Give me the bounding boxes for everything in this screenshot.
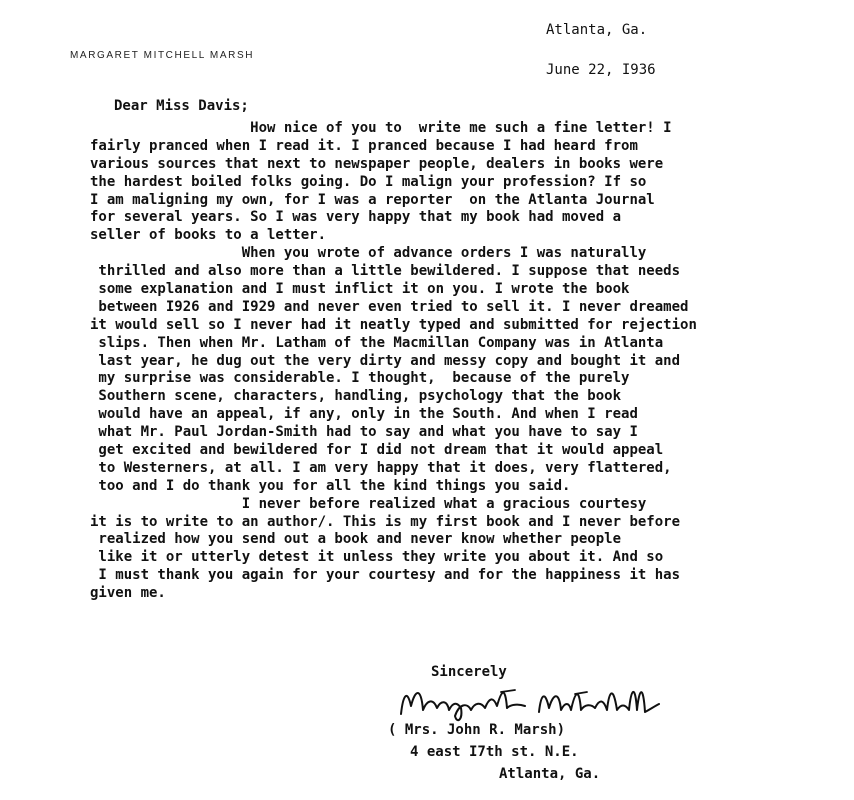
body-line: last year, he dug out the very dirty and messy copy and bought it and bbox=[90, 352, 681, 369]
handwritten-signature bbox=[393, 676, 663, 726]
body-line: various sources that next to newspaper people, dealers in books were bbox=[90, 155, 664, 172]
letter-date: June 22, I936 bbox=[546, 62, 656, 78]
valediction: Sincerely bbox=[431, 664, 507, 680]
body-line: between I926 and I929 and never even tried to sell it. I never dreamed bbox=[90, 298, 689, 315]
body-line: When you wrote of advance orders I was naturally bbox=[90, 245, 647, 262]
body-line: my surprise was considerable. I thought, because of the purely bbox=[90, 370, 630, 387]
body-line: given me. bbox=[90, 585, 166, 602]
body-line: Southern scene, characters, handling, psychology that the book bbox=[90, 388, 622, 405]
letterhead: MARGARET MITCHELL MARSH bbox=[70, 50, 255, 61]
body-line: I never before realized what a gracious courtesy bbox=[90, 495, 647, 512]
body-line: like it or utterly detest it unless they write you about it. And so bbox=[90, 549, 664, 566]
body-line: what Mr. Paul Jordan-Smith had to say and what you have to say I bbox=[90, 424, 638, 441]
body-line: seller of books to a letter. bbox=[90, 227, 327, 244]
body-line: I must thank you again for your courtesy and for the happiness it has bbox=[90, 567, 681, 584]
body-line: slips. Then when Mr. Latham of the Macmillan Company was in Atlanta bbox=[90, 334, 664, 351]
body-line: to Westerners, at all. I am very happy that it does, very flattered, bbox=[90, 459, 672, 476]
return-city: Atlanta, Ga. bbox=[499, 766, 601, 782]
place-heading: Atlanta, Ga. bbox=[546, 22, 648, 38]
salutation: Dear Miss Davis; bbox=[114, 98, 249, 114]
letter-body bbox=[90, 120, 830, 603]
body-line: too and I do thank you for all the kind things you said. bbox=[90, 477, 571, 494]
body-line: some explanation and I must inflict it on you. I wrote the book bbox=[90, 281, 630, 298]
body-line: it is to write to an author/. This is my first book and I never before bbox=[90, 513, 681, 530]
body-line: fairly pranced when I read it. I pranced because I had heard from bbox=[90, 137, 638, 154]
body-line: How nice of you to write me such a fine letter! I bbox=[90, 120, 672, 136]
body-line: for several years. So I was very happy that my book had moved a bbox=[90, 209, 622, 226]
body-line: would have an appeal, if any, only in the South. And when I read bbox=[90, 406, 638, 423]
body-line: I am maligning my own, for I was a reporter on the Atlanta Journal bbox=[90, 191, 655, 208]
typed-name: ( Mrs. John R. Marsh) bbox=[388, 722, 566, 738]
body-line: thrilled and also more than a little bewildered. I suppose that needs bbox=[90, 263, 681, 280]
body-line: realized how you send out a book and never know whether people bbox=[90, 531, 622, 548]
body-line: the hardest boiled folks going. Do I malign your profession? If so bbox=[90, 173, 647, 190]
body-line: it would sell so I never had it neatly typed and submitted for rejection bbox=[90, 316, 697, 333]
body-line: get excited and bewildered for I did not dream that it would appeal bbox=[90, 442, 664, 459]
return-address: 4 east I7th st. N.E. bbox=[410, 744, 579, 760]
